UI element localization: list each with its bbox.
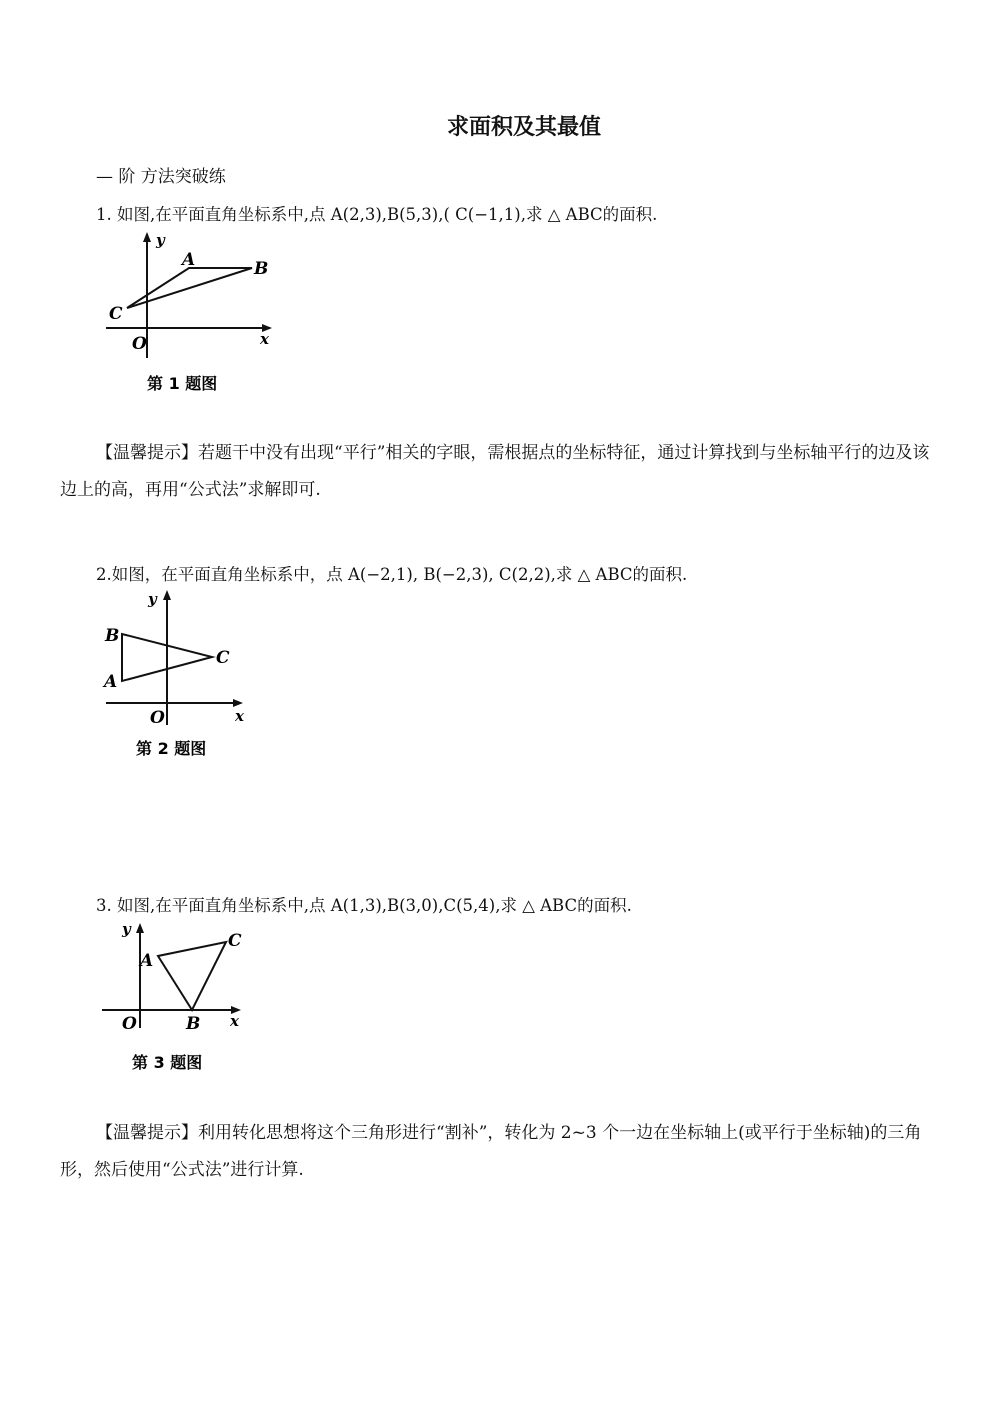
hint-1: 【温馨提示】若题干中没有出现“平行”相关的字眼，需根据点的坐标特征，通过计算找到与坐标轴平行的边及该边上的高，再用“公式法”求解即可.: [60, 443, 930, 500]
question-3-figure: [100, 918, 260, 1078]
x-axis-arrow-icon: [233, 699, 243, 707]
point-a-label: A: [104, 672, 118, 692]
point-c-label: C: [216, 648, 230, 668]
triangle-abc: [127, 268, 252, 308]
point-b-label: B: [105, 626, 120, 646]
y-label: y: [122, 920, 131, 938]
question-2-figure: [100, 585, 260, 760]
triangle-abc: [158, 942, 226, 1010]
point-a-label: A: [140, 951, 154, 971]
question-3-text: 3. 如图,在平面直角坐标系中,点 A(1,3),B(3,0),C(5,4),求 △ ABC的面积.: [96, 896, 632, 915]
question-2-text: 2.如图，在平面直角坐标系中，点 A(−2,1), B(−2,3), C(2,2),求 △ ABC的面积.: [96, 565, 688, 584]
origin-label: O: [150, 708, 165, 728]
section-heading: — 阶 方法突破练: [96, 167, 226, 187]
point-c-label: C: [228, 931, 242, 951]
origin-label: O: [132, 334, 147, 354]
point-a-label: A: [182, 250, 196, 270]
page-title: 求面积及其最值: [446, 115, 601, 140]
y-axis-arrow-icon: [143, 232, 151, 242]
x-label: x: [235, 707, 244, 725]
point-b-label: B: [186, 1014, 201, 1034]
figure-2-caption: 第 2 题图: [136, 739, 207, 758]
y-axis-arrow-icon: [163, 590, 171, 600]
x-label: x: [230, 1012, 239, 1030]
x-label: x: [260, 330, 269, 348]
y-label: y: [148, 590, 157, 608]
figure-3-caption: 第 3 题图: [132, 1053, 203, 1072]
hint-2: 【温馨提示】利用转化思想将这个三角形进行“割补”，转化为 2~3 个一边在坐标轴上(或平行于坐标轴)的三角形，然后使用“公式法”进行计算.: [60, 1123, 922, 1180]
figure-1-caption: 第 1 题图: [147, 374, 218, 393]
question-1-text: 1. 如图,在平面直角坐标系中,点 A(2,3),B(5,3),( C(−1,1),求 △ ABC的面积.: [96, 205, 658, 224]
origin-label: O: [122, 1014, 137, 1034]
point-c-label: C: [109, 304, 123, 324]
question-1-figure: [100, 228, 290, 403]
y-label: y: [156, 231, 165, 249]
y-axis-arrow-icon: [136, 923, 144, 933]
point-b-label: B: [254, 259, 269, 279]
